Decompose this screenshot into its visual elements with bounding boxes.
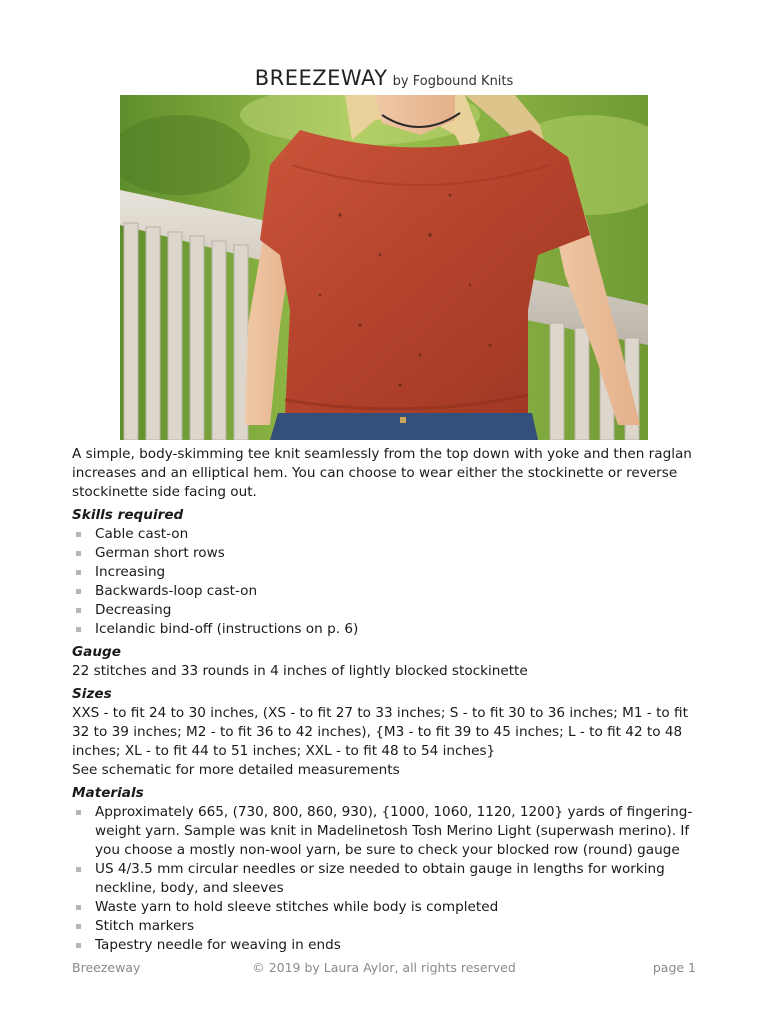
gauge-heading: Gauge — [72, 644, 121, 660]
sizes-text: XXS - to fit 24 to 30 inches, (XS - to fit 27 to 33 inches; S - to fit 30 to 36 inches; M1 - to fit 32 to 39 inches; M2 - to fit 36 to 42 inches), {M3 - to fit 39 to 45 inches; L - to fit 42 to 48 inches; XL - to fit 44 to 51 inches; XXL - to fit 48 to 54 inches} — [72, 705, 688, 759]
sweater-photo — [120, 95, 648, 440]
document-title — [0, 66, 768, 90]
list-item: Cable cast-on — [72, 525, 700, 544]
designer-byline: by Fogbound Knits — [392, 74, 514, 89]
list-item: Stitch markers — [72, 917, 700, 936]
list-item: Waste yarn to hold sleeve stitches while body is completed — [72, 898, 700, 917]
materials-list — [72, 803, 700, 955]
list-item: Decreasing — [72, 601, 700, 620]
list-item: German short rows — [72, 544, 700, 563]
list-item: Increasing — [72, 563, 700, 582]
list-item: Approximately 665, (730, 800, 860, 930), {1000, 1060, 1120, 1200} yards of fingering-weight yarn. Sample was knit in Madelinetosh Tosh Merino Light (superwash merino). If you choose a mostly non-wool yarn, be sure to check your blocked row (round) gauge — [72, 803, 700, 860]
page-footer — [72, 960, 696, 978]
list-item: Tapestry needle for weaving in ends — [72, 936, 700, 955]
gauge-text: 22 stitches and 33 rounds in 4 inches of lightly blocked stockinette — [72, 663, 528, 679]
footer-title: Breezeway — [72, 960, 141, 975]
pattern-name: BREEZEWAY — [254, 66, 388, 90]
list-item: Icelandic bind-off (instructions on p. 6) — [72, 620, 700, 639]
list-item: Backwards-loop cast-on — [72, 582, 700, 601]
pattern-intro — [72, 445, 700, 955]
footer-copyright: © 2019 by Laura Aylor, all rights reserved — [252, 960, 516, 975]
skills-heading: Skills required — [72, 507, 184, 523]
materials-heading: Materials — [72, 785, 144, 801]
pattern-description: A simple, body-skimming tee knit seamlessly from the top down with yoke and then raglan increases and an elliptical hem. You can choose to wear either the stockinette or reverse stockinette side facing out. — [72, 446, 692, 500]
skills-list — [72, 525, 700, 639]
list-item: US 4/3.5 mm circular needles or size needed to obtain gauge in lengths for working neckline, body, and sleeves — [72, 860, 700, 898]
sizes-note: See schematic for more detailed measurements — [72, 762, 400, 778]
sizes-heading: Sizes — [72, 686, 112, 702]
page-number: page 1 — [652, 960, 696, 975]
